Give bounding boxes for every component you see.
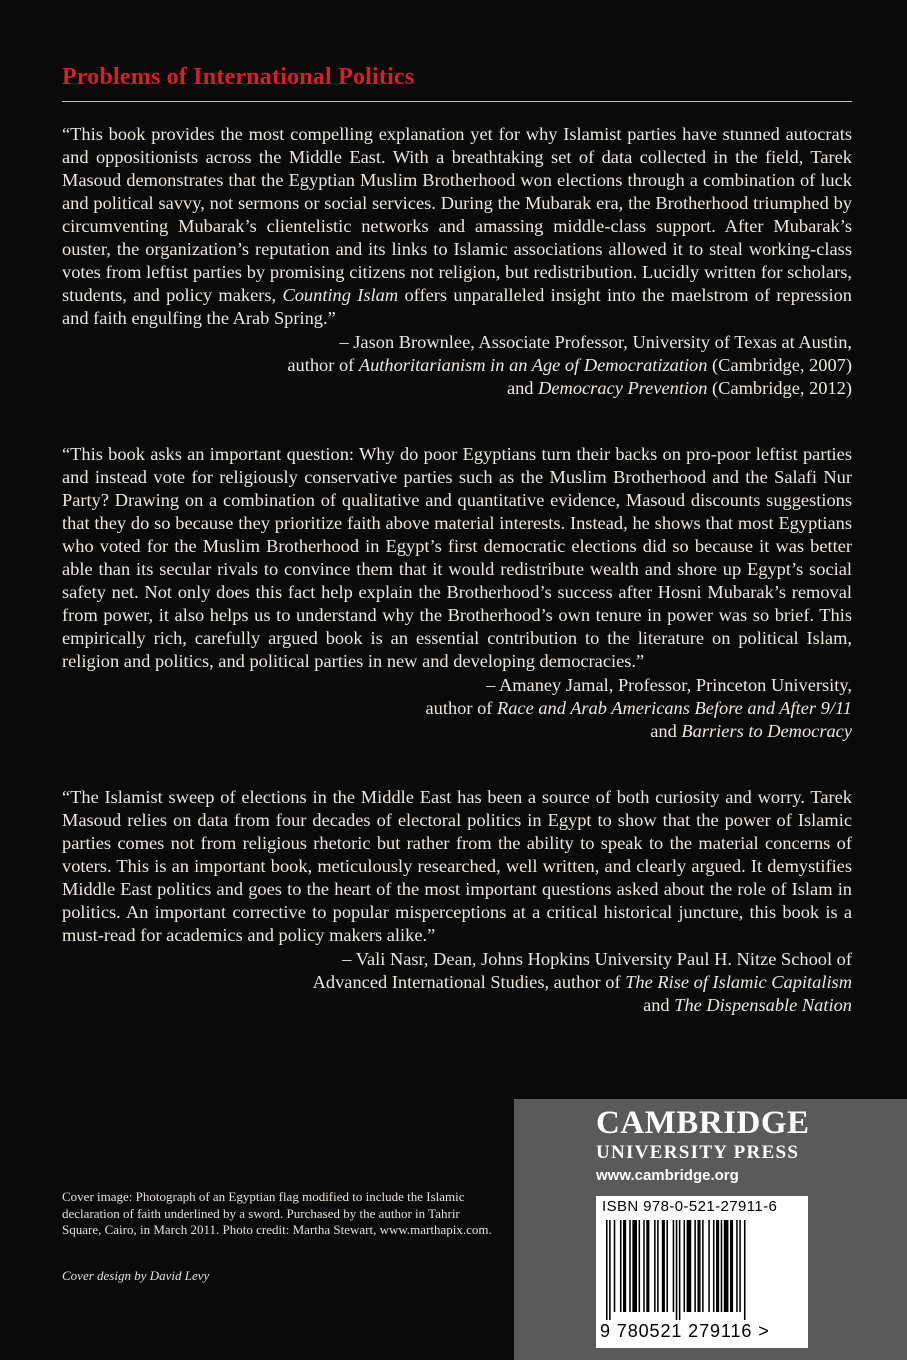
cover-image-credit: Cover image: Photograph of an Egyptian flag modified to include the Islamic declaration of faith underlined by a sword. Purchased by the author in Tahrir Square, Cairo, in March 2011. Photo credit: Martha Stewart, www.marthapix.com. [62,1189,492,1237]
publisher-press: UNIVERSITY PRESS [596,1142,800,1163]
barcode-bar [646,1220,649,1312]
barcode-bar [736,1220,738,1312]
barcode-bar [687,1220,692,1312]
barcode-bar [708,1220,710,1312]
barcode-bar [739,1220,741,1312]
barcode-bar [702,1220,704,1312]
barcode-bar [666,1220,668,1312]
endorsement-blurb-1 [62,123,852,400]
blurb-quote: “This book asks an important question: Why do poor Egyptians turn their backs on pro-poor leftist parties and instead vote for religiously conservative parties such as the Muslim Brotherhood and the Salafi Nur Party? Drawing on a combination of qualitative and quantitative evidence, Masoud discounts suggestions that they do so because they prioritize faith above material interests. Instead, he shows that most Egyptians who voted for the Muslim Brotherhood in Egypt’s first democratic elections did so because it was better able than its secular rivals to convince them that it would redistribute wealth and shore up Egypt’s social safety net. Not only does this fact help explain the Brotherhood’s success after Hosni Mubarak’s removal from power, it also helps us to understand why the Brotherhood’s own tenure in power was so brief. This empirically rich, carefully argued book is an essential contribution to the literature on political Islam, religion and politics, and political parties in new and developing democracies.” [62,444,852,671]
barcode-bars [606,1220,798,1320]
blurb-attribution: – Amaney Jamal, Professor, Princeton University, author of Race and Arab Americans Before and After 9/11 and Barriers to Democracy [425,675,852,741]
barcode-bar [697,1220,700,1312]
isbn-label: ISBN 978-0-521-27911-6 [602,1198,778,1215]
barcode-bar [716,1220,719,1312]
barcode [596,1196,808,1348]
cover-design-credit: Cover design by David Levy [62,1268,210,1283]
publisher-panel [514,1099,907,1360]
barcode-bar [623,1220,626,1312]
book-title: Counting Islam [282,285,399,305]
barcode-bar [721,1220,723,1312]
barcode-bar [724,1220,729,1312]
barcode-bar [629,1220,631,1312]
barcode-bar [620,1220,622,1312]
barcode-bar [744,1220,746,1320]
barcode-bar [657,1220,659,1312]
barcode-bar [662,1220,665,1312]
barcode-bar [676,1220,678,1320]
barcode-bar [694,1220,696,1312]
barcode-bar [684,1220,686,1312]
barcode-bar [609,1220,611,1320]
endorsement-blurb-3 [62,786,852,1017]
publisher-name: CAMBRIDGE [596,1105,810,1141]
header-divider [62,101,852,102]
blurb-quote: “The Islamist sweep of elections in the Middle East has been a source of both curiosity and worry. Tarek Masoud relies on data from four decades of electoral politics in Egypt to show that the power of Islamic parties comes not from religious rhetoric but rather from the ability to speak to the material concerns of voters. This is an important book, meticulously researched, well written, and clearly argued. It demystifies Middle East politics and goes to the heart of the most important questions asked about the role of Islam in politics. An important corrective to popular misperceptions at a critical historical juncture, this book is a must-read for academics and policy makers alike.” [62,787,852,945]
barcode-digits: 9 780521 279116 > [600,1321,770,1341]
barcode-bar [730,1220,733,1312]
barcode-bar [614,1220,616,1312]
barcode-bar [643,1220,645,1312]
series-title: Problems of International Politics [62,64,415,90]
barcode-bar [654,1220,656,1312]
endorsement-blurb-2 [62,443,852,743]
blurb-attribution: – Vali Nasr, Dean, Johns Hopkins University Paul H. Nitze School of Advanced International Studies, author of The Rise of Islamic Capitalism and The Dispensable Nation [312,949,852,1015]
barcode-bar [673,1220,675,1312]
barcode-bar [713,1220,715,1312]
barcode-bar [639,1220,641,1312]
barcode-bar [679,1220,681,1320]
publisher-url: www.cambridge.org [596,1167,739,1184]
barcode-bar [606,1220,608,1320]
blurb-quote: “This book provides the most compelling explanation yet for why Islamist parties have stunned autocrats and oppositionists across the Middle East. With a breathtaking set of data collected in the field, Tarek Masoud demonstrates that the Egyptian Muslim Brotherhood won elections through a combination of luck and political savvy, not sermons or social services. During the Mubarak era, the Brotherhood triumphed by circumventing Mubarak’s clientelistic networks and amassing middle-class support. After Mubarak’s ouster, the organization’s reputation and its links to Islamic associations allowed it to steal working-class votes from leftist parties by promising citizens not religion, but redistribution. Lucidly written for scholars, students, and policy makers, Counting Islam offers unparalleled insight into the maelstrom of repression and faith engulfing the Arab Spring.” [62,124,852,328]
blurb-attribution: – Jason Brownlee, Associate Professor, University of Texas at Austin, author of Authoritarianism in an Age of Democratization (Cambridge, 2007) and Democracy Prevention (Cambridge, 2012) [287,332,852,398]
barcode-bar [632,1220,637,1312]
